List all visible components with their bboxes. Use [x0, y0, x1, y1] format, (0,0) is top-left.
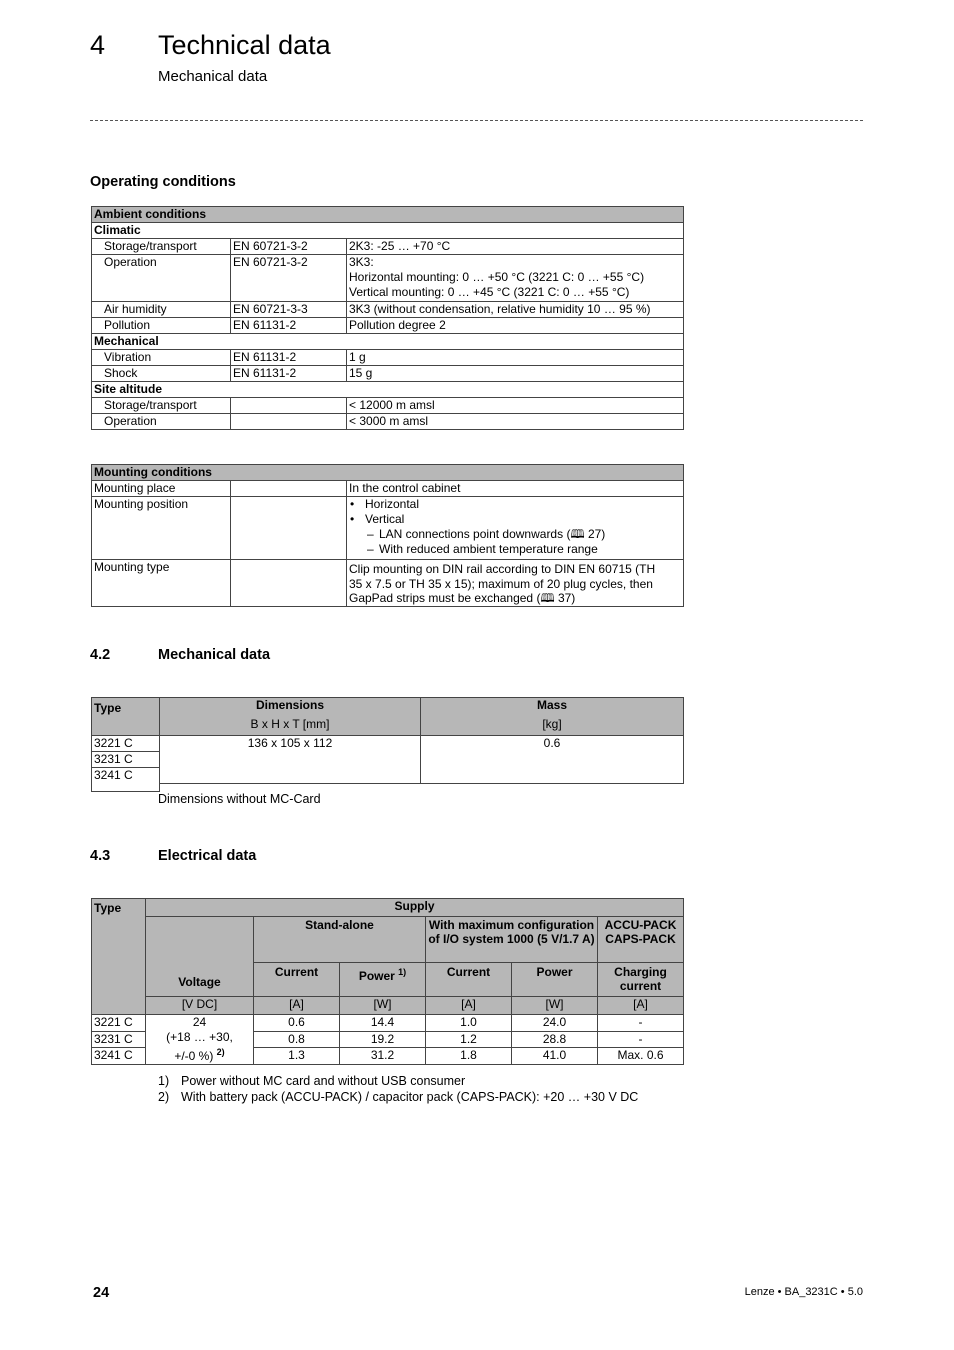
- mechanical-data-table: [91, 697, 684, 792]
- unit-cell: [A]: [426, 997, 512, 1015]
- value-cell: < 3000 m amsl: [347, 414, 684, 430]
- value-line: 35 x 7.5 or TH 35 x 15); maximum of 20 plug cycles, then: [349, 576, 653, 591]
- book-icon: 🕮: [570, 527, 585, 541]
- value-cell: < 12000 m amsl: [347, 398, 684, 414]
- standard-cell: EN 60721-3-3: [231, 302, 347, 318]
- standard-cell: [231, 414, 347, 430]
- table-row: [92, 1015, 684, 1032]
- table-row: [92, 318, 684, 334]
- dash-item: – With reduced ambient temperature range: [349, 542, 681, 557]
- unit-cell: [A]: [254, 997, 340, 1015]
- footnote-text: Power without MC card and without USB consumer: [181, 1074, 466, 1088]
- footnote: [158, 1074, 465, 1088]
- footnote-marker: 1): [398, 967, 407, 977]
- dimensions-cell: 136 x 105 x 112: [160, 736, 421, 784]
- value-cell: 0.6: [254, 1015, 340, 1032]
- value-cell: 2K3: -25 … +70 °C: [347, 239, 684, 255]
- row-label: Operation: [92, 255, 231, 302]
- value-cell: 1.3: [254, 1048, 340, 1065]
- column-header-power: [340, 963, 426, 997]
- column-header-type: Type: [92, 698, 160, 736]
- value-cell: 15 g: [347, 366, 684, 382]
- voltage-cell: [146, 1015, 254, 1065]
- unit-cell: [W]: [512, 997, 598, 1015]
- section-title: Mechanical data: [158, 647, 271, 663]
- value-line: [349, 591, 681, 606]
- column-header-mass: [421, 698, 684, 736]
- dash-text: LAN connections point downwards (: [379, 527, 571, 541]
- value-cell: 0.8: [254, 1031, 340, 1048]
- type-cell: 3221 C: [92, 1015, 146, 1032]
- unit-cell: [A]: [598, 997, 684, 1015]
- value-cell: In the control cabinet: [347, 481, 684, 497]
- mounting-conditions-table: [91, 464, 684, 607]
- type-cell: 3241 C: [92, 768, 160, 784]
- header-label: CAPS-PACK: [605, 932, 676, 946]
- value-line: 3K3:: [349, 255, 374, 269]
- standard-cell: [231, 398, 347, 414]
- document-reference: Lenze • BA_3231C • 5.0: [744, 1286, 863, 1298]
- page-reference[interactable]: 27): [587, 527, 606, 541]
- column-header-current: Current: [254, 963, 340, 997]
- row-label: Storage/transport: [92, 398, 231, 414]
- value-cell: 19.2: [340, 1031, 426, 1048]
- table-row: [92, 784, 684, 792]
- value-cell: [347, 497, 684, 560]
- value-cell: -: [598, 1015, 684, 1032]
- row-label: Mounting type: [92, 560, 231, 607]
- section-number: 4.2: [90, 647, 111, 663]
- header-label: ACCU-PACK: [604, 918, 677, 932]
- column-header-max-config: With maximum configuration of I/O system 1000 (5 V/1.7 A): [426, 917, 598, 963]
- table-row: [92, 255, 684, 302]
- value-cell: [347, 255, 684, 302]
- value-cell: -: [598, 1031, 684, 1048]
- column-header-supply: Supply: [146, 899, 684, 917]
- voltage-line: (+18 … +30,: [166, 1030, 233, 1044]
- header-label: Dimensions: [255, 698, 324, 712]
- header-unit: B x H x T [mm]: [250, 717, 330, 731]
- section-title: Electrical data: [158, 848, 257, 864]
- table-row: [92, 350, 684, 366]
- group-label: Site altitude: [92, 382, 684, 398]
- dash-item: [349, 527, 681, 542]
- table-row: [92, 481, 684, 497]
- type-cell: 3221 C: [92, 736, 160, 752]
- row-label: Vibration: [92, 350, 231, 366]
- unit-cell: [V DC]: [146, 997, 254, 1015]
- bullet-item: • Horizontal: [349, 497, 681, 512]
- voltage-line: 24: [192, 1015, 207, 1029]
- value-cell: 1.0: [426, 1015, 512, 1032]
- value-line: Horizontal mounting: 0 … +50 °C (3221 C: 0 … +55 °C): [349, 270, 645, 284]
- footnote-marker: 2): [216, 1047, 225, 1057]
- mass-cell: 0.6: [421, 736, 684, 784]
- page-reference[interactable]: 37): [557, 591, 576, 605]
- type-cell: 3231 C: [92, 1031, 146, 1048]
- standard-cell: EN 61131-2: [231, 350, 347, 366]
- group-label: Mechanical: [92, 334, 684, 350]
- row-label: Air humidity: [92, 302, 231, 318]
- value-line: Vertical mounting: 0 … +45 °C (3221 C: 0 … +55 °C): [349, 285, 630, 299]
- column-header-charging: Charging current: [598, 963, 684, 997]
- row-label: Storage/transport: [92, 239, 231, 255]
- row-label: Mounting position: [92, 497, 231, 560]
- value-text: GapPad strips must be exchanged (: [349, 591, 541, 605]
- standard-cell: [231, 497, 347, 560]
- standard-cell: EN 61131-2: [231, 318, 347, 334]
- footnote-number: 2): [158, 1090, 170, 1104]
- value-cell: 3K3 (without condensation, relative humidity 10 … 95 %): [347, 302, 684, 318]
- column-header-power: Power: [512, 963, 598, 997]
- bullet-item: • Vertical: [349, 512, 681, 527]
- chapter-subtitle: Mechanical data: [158, 68, 268, 85]
- standard-cell: [231, 481, 347, 497]
- column-header-accu-caps: [598, 917, 684, 963]
- table-row: [92, 736, 684, 752]
- table-row: [92, 497, 684, 560]
- table-row: [92, 239, 684, 255]
- mechanical-note: Dimensions without MC-Card: [158, 792, 321, 806]
- standard-cell: [231, 560, 347, 607]
- row-label: Pollution: [92, 318, 231, 334]
- table-row: [92, 560, 684, 607]
- standard-cell: EN 61131-2: [231, 366, 347, 382]
- book-icon: 🕮: [540, 591, 555, 605]
- unit-cell: [W]: [340, 997, 426, 1015]
- header-unit: [kg]: [542, 717, 562, 731]
- header-label: Power: [358, 969, 395, 983]
- table-header: Mounting conditions: [92, 465, 684, 481]
- ambient-conditions-table: [91, 206, 684, 430]
- chapter-title: Technical data: [158, 30, 331, 60]
- operating-conditions-heading: Operating conditions: [90, 174, 236, 190]
- footnote-text: With battery pack (ACCU-PACK) / capacitor pack (CAPS-PACK): +20 … +30 V DC: [181, 1090, 639, 1104]
- value-line: Clip mounting on DIN rail according to DIN EN 60715 (TH: [349, 562, 656, 576]
- group-label: Climatic: [92, 223, 684, 239]
- table-row: [92, 414, 684, 430]
- footnote: [158, 1090, 638, 1104]
- header-label: Mass: [536, 698, 568, 712]
- value-cell: 1.8: [426, 1048, 512, 1065]
- column-header-type: Type: [92, 899, 146, 1015]
- type-cell: 3231 C: [92, 752, 160, 768]
- table-row: [92, 398, 684, 414]
- type-cell: 3241 C: [92, 1048, 146, 1065]
- standard-cell: EN 60721-3-2: [231, 239, 347, 255]
- value-cell: 41.0: [512, 1048, 598, 1065]
- section-number: 4.3: [90, 848, 111, 864]
- spacer-cell: [92, 784, 160, 792]
- row-label: Operation: [92, 414, 231, 430]
- value-cell: 28.8: [512, 1031, 598, 1048]
- header-label: Voltage: [178, 975, 221, 989]
- page-number: 24: [93, 1285, 110, 1301]
- electrical-data-table: [91, 898, 684, 1065]
- column-header-current: Current: [426, 963, 512, 997]
- value-cell: 1.2: [426, 1031, 512, 1048]
- column-header-standalone: Stand-alone: [254, 917, 426, 963]
- voltage-text: +/-0 %): [174, 1049, 214, 1063]
- standard-cell: EN 60721-3-2: [231, 255, 347, 302]
- table-row: [92, 366, 684, 382]
- footnote-number: 1): [158, 1074, 170, 1088]
- table-row: [92, 302, 684, 318]
- value-cell: 1 g: [347, 350, 684, 366]
- value-cell: 24.0: [512, 1015, 598, 1032]
- row-label: Shock: [92, 366, 231, 382]
- value-cell: 14.4: [340, 1015, 426, 1032]
- chapter-number: 4: [90, 30, 106, 60]
- value-cell: [347, 560, 684, 607]
- voltage-line: [148, 1045, 251, 1064]
- value-cell: Max. 0.6: [598, 1048, 684, 1065]
- row-label: Mounting place: [92, 481, 231, 497]
- value-cell: 31.2: [340, 1048, 426, 1065]
- column-header-dimensions: [160, 698, 421, 736]
- table-header: Ambient conditions: [92, 207, 684, 223]
- column-header-voltage: [146, 917, 254, 997]
- header-divider: [90, 120, 863, 121]
- value-cell: Pollution degree 2: [347, 318, 684, 334]
